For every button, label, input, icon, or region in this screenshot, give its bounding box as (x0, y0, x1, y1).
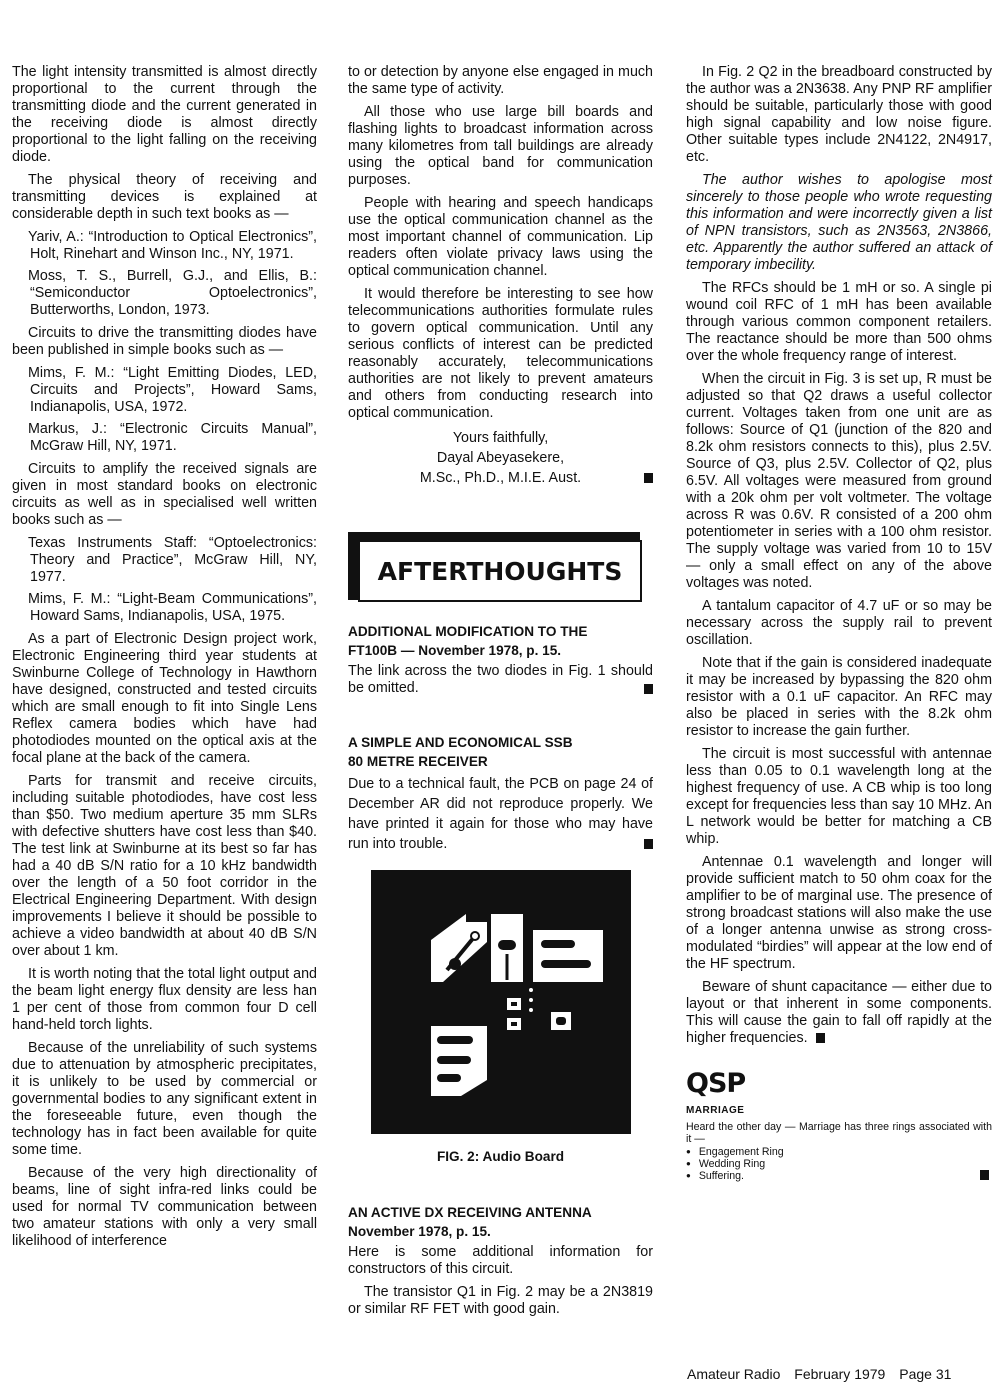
reference: Mims, F. M.: “Light-Beam Communications”, Howard Sams, Indianapolis, USA, 1975. (28, 591, 317, 624)
afterthoughts-banner (348, 532, 650, 608)
paragraph: The circuit is most successful with antennae less than 0.05 to 0.1 wavelength long at the highest frequency of use. A CB whip is too long except for frequencies less than say 10 MHz. An L network would be better for matching a CB whip. (686, 746, 992, 847)
section-heading: ADDITIONAL MODIFICATION TO THE FT100B — November 1978, p. 15. (348, 624, 588, 658)
list-item: ● Wedding Ring (686, 1158, 992, 1170)
pcb-figure (371, 870, 631, 1134)
paragraph: The transistor Q1 in Fig. 2 may be a 2N3819 or similar RF FET with good gain. (348, 1284, 653, 1317)
paragraph: The RFCs should be 1 mH or so. A single pi wound coil RFC of 1 mH has been available through various common component retailers. The reactance should be more than 500 ohms over the whole frequency range of interest. (686, 280, 992, 364)
signature-name: Dayal Abeyasekere, (436, 450, 565, 466)
paragraph: Due to a technical fault, the PCB on page 24 of December AR did not reproduce properly. We have printed it again for those who may have run into trouble. (348, 776, 653, 852)
paragraph: As a part of Electronic Design project work, Electronic Engineering third year students at Swinburne College of Technology in Hawthorn have designed, constructed and tested circuits which are small enough to fit into Single Lens Reflex camera bodies which have had photodiodes mounted on the optical axis at the focal plane at the back of the camera. (12, 631, 317, 766)
qsp-list (686, 1146, 992, 1183)
paragraph: The author wishes to apologise most sincerely to those people who wrote requesting this information and were incorrectly given a list of NPN transistors, such as 2N3563, 2N3866, etc. Apparently the author suffered an attack of temporary imbecility. (686, 172, 992, 273)
apology-note (686, 172, 992, 274)
paragraph: Here is some additional information for constructors of this circuit. (348, 1244, 653, 1277)
figure-caption: FIG. 2: Audio Board (436, 1149, 565, 1164)
signature-closing: Yours faithfully, (452, 430, 549, 446)
footer-page-number: Page 31 (899, 1366, 952, 1382)
paragraph: The physical theory of receiving and transmitting devices is explained at considerable depth in such text books as — (12, 172, 317, 222)
paragraph: It is worth noting that the total light output and the beam light energy flux density are less han 1 per cent of those from common four D cell hand-held torch lights. (12, 966, 317, 1033)
reference: Markus, J.: “Electronic Circuits Manual”, McGraw Hill, NY, 1971. (28, 421, 317, 454)
paragraph: When the circuit in Fig. 3 is set up, R must be adjusted so that Q2 draws a useful collector current. Voltages taken from one unit are as follows: Source of Q1 (junction of the 820 and 8.2k ohm resistors connects to this), plus 2.5V. Source of Q3, plus 2.5V. Collector of Q2, plus 6.5V. All voltages were measured from ground with a 20k ohm per volt voltmeter. The voltage across R was 0.6V. R consisted of a 200 ohm potentiometer in series with a 100 ohm resistor. The supply voltage was varied from 10 to 15V — only a small effect on any of the above voltages was noted. (686, 371, 992, 591)
qsp-heading: QSP (686, 1068, 746, 1099)
paragraph: Antennae 0.1 wavelength and longer will provide sufficient match to 50 ohm coax for the amplifier to be of marginal use. The presence of strong broadcast stations will also make the use of a longer antenna unwise as strong cross-modulated “birdies” will appear at the low end of the HF spectrum. (686, 854, 992, 972)
paragraph: Parts for transmit and receive circuits, including suitable photodiodes, have cost less than $50. Two medium aperture 35 mm SLRs with defective shutters have cost less than $40. The test link at Swinburne at its best so far has had a 40 dB S/N ratio for a 10 kHz bandwidth over the length of a 50 foot corridor in the Electrical Engineering Department. With design improvements I believe it should be possible to achieve a video bandwidth at about 40 dB S/N over about 1 km. (12, 773, 317, 959)
reference: Moss, T. S., Burrell, G.J., and Ellis, B.: “Semiconductor Optoelectronics”, Butterworths, London, 1973. (28, 268, 317, 318)
paragraph: Circuits to amplify the received signals are given in most standard books on electronic circuits as well as in specialised well written books such as — (12, 461, 317, 528)
paragraph: Because of the very high directionality of beams, line of sight infra-red links could be used for normal TV communication between two amateur stations with only a very small likelihood of interference (12, 1165, 317, 1249)
signature-block (348, 428, 653, 488)
end-mark-icon (644, 684, 653, 694)
reference: Texas Instruments Staff: “Optoelectronics: Theory and Practice”, McGraw Hill, NY, 1977. (28, 535, 317, 585)
paragraph: It would therefore be interesting to see how telecommunications authorities formulate rules to govern optical communication. Until any serious conflicts of interest can be predicted reasonably accurately, telecommunications authorities are not likely to prevent amateurs and others from conducting research into optical communication. (348, 286, 653, 421)
section-heading: AN ACTIVE DX RECEIVING ANTENNA November 1978, p. 15. (348, 1205, 592, 1239)
end-mark-icon (644, 839, 653, 849)
paragraph: Beware of shunt capacitance — either due to layout or that inherent in some components. This will cause the gain to fall off rapidly at the higher frequencies. (686, 979, 992, 1046)
list-item: ● Engagement Ring (686, 1146, 992, 1158)
end-mark-icon (816, 1033, 825, 1043)
footer-issue: February 1979 (794, 1366, 886, 1382)
banner-title: AFTERTHOUGHTS (358, 540, 642, 602)
paragraph: All those who use large bill boards and flashing lights to broadcast information across many kilometres from tall buildings are already using the optical band for communication purposes. (348, 104, 653, 188)
reference-list (12, 535, 317, 625)
column-3 (686, 64, 992, 1182)
reference-list (12, 229, 317, 319)
pcb-artwork (371, 870, 631, 1134)
qsp-text: Heard the other day — Marriage has three rings associated with it — (686, 1121, 992, 1146)
paragraph: Because of the unreliability of such systems due to attenuation by atmospheric precipitates, it is unlikely to be used by commercial or governmental bodies to any significant extent in the foreseeable future, even though the technology has in fact been available for quite some time. (12, 1040, 317, 1158)
reference: Yariv, A.: “Introduction to Optical Electronics”, Holt, Rinehart and Winson Inc., NY, 1971. (28, 229, 317, 262)
column-1 (12, 64, 317, 1256)
paragraph: In Fig. 2 Q2 in the breadboard constructed by the author was a 2N3638. Any PNP RF amplifier should be suitable, particularly those with good high signal capability and low noise figure. Other suitable types include 2N4122, 2N4917, etc. (686, 64, 992, 165)
page-footer (687, 1366, 951, 1382)
column-2 (348, 64, 653, 1324)
paragraph: The light intensity transmitted is almost directly proportional to the current through the transmitting diode and the current generated in the receiving diode is almost directly proportional to the light falling on the receiving diode. (12, 64, 317, 165)
qsp-subheading: MARRIAGE (686, 1105, 745, 1116)
footer-magazine: Amateur Radio (687, 1366, 781, 1382)
end-mark-icon (644, 473, 653, 483)
reference: Mims, F. M.: “Light Emitting Diodes, LED, Circuits and Projects”, Howard Sams, Indianapolis, USA, 1972. (28, 365, 317, 415)
paragraph: to or detection by anyone else engaged in much the same type of activity. (348, 64, 653, 97)
signature-credentials: M.Sc., Ph.D., M.I.E. Aust. (348, 468, 653, 488)
paragraph: Note that if the gain is considered inadequate it may be increased by bypassing the 820 ohm resistor with a 0.1 uF capacitor. An RFC may also be placed in series with the 8.2k ohm resistor to increase the gain further. (686, 655, 992, 739)
paragraph: People with hearing and speech handicaps use the optical communication channel as the most important channel of communication. Lip readers often violate privacy laws using the optical communication channel. (348, 195, 653, 279)
paragraph: A tantalum capacitor of 4.7 uF or so may be necessary across the supply rail to prevent oscillation. (686, 598, 992, 648)
reference-list (12, 365, 317, 455)
end-mark-icon (980, 1170, 989, 1180)
paragraph: The link across the two diodes in Fig. 1 should be omitted. (348, 663, 653, 696)
section-heading: A SIMPLE AND ECONOMICAL SSB 80 METRE RECEIVER (348, 735, 573, 769)
paragraph: Circuits to drive the transmitting diodes have been published in simple books such as — (12, 325, 317, 358)
list-item: ● Suffering. (686, 1170, 992, 1182)
